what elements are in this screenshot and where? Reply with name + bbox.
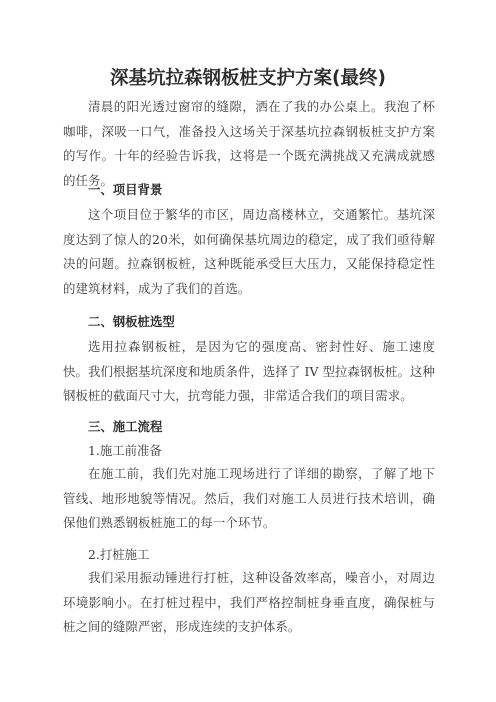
section-paragraph-pile-selection: 选用拉森钢板桩，是因为它的强度高、密封性好、施工速度快。我们根据基坑深度和地质条件，选择了 IV 型拉森钢板桩。这种钢板桩的截面尺寸大，抗弯能力强，非常适合我们的项目需求。: [63, 339, 435, 404]
step-label-preparation: 1.施工前准备: [88, 443, 162, 458]
section-heading-background: 一、项目背景: [88, 182, 163, 197]
step-label-piling: 2.打桩施工: [88, 547, 150, 562]
section-heading-construction-process: 三、施工流程: [88, 419, 163, 434]
step-paragraph-piling: 我们采用振动锤进行打桩，这种设备效率高，噪音小，对周边环境影响小。在打桩过程中，我们严格控制桩身垂直度，确保桩与桩之间的缝隙严密，形成连续的支护体系。: [63, 570, 435, 635]
step-paragraph-preparation: 在施工前，我们先对施工现场进行了详细的勘察，了解了地下管线、地形地貌等情况。然后，我们对施工人员进行技术培训，确保他们熟悉钢板桩施工的每一个环节。: [63, 466, 435, 531]
document-title: 深基坑拉森钢板桩支护方案(最终): [110, 68, 386, 89]
section-heading-pile-selection: 二、钢板桩选型: [88, 314, 175, 329]
intro-paragraph: 清晨的阳光透过窗帘的缝隙，洒在了我的办公桌上。我泡了杯咖啡，深吸一口气，准备投入这场关于深基坑拉森钢板桩支护方案的写作。十年的经验告诉我，这将是一个既充满挑战又充满成就感的任务。: [63, 99, 435, 188]
section-paragraph-background: 这个项目位于繁华的市区，周边高楼林立，交通繁忙。基坑深度达到了惊人的20米，如何确保基坑周边的稳定，成了我们亟待解决的问题。拉森钢板桩，这种既能承受巨大压力，又能保持稳定性的建筑材料，成为了我们的首选。: [63, 207, 435, 296]
